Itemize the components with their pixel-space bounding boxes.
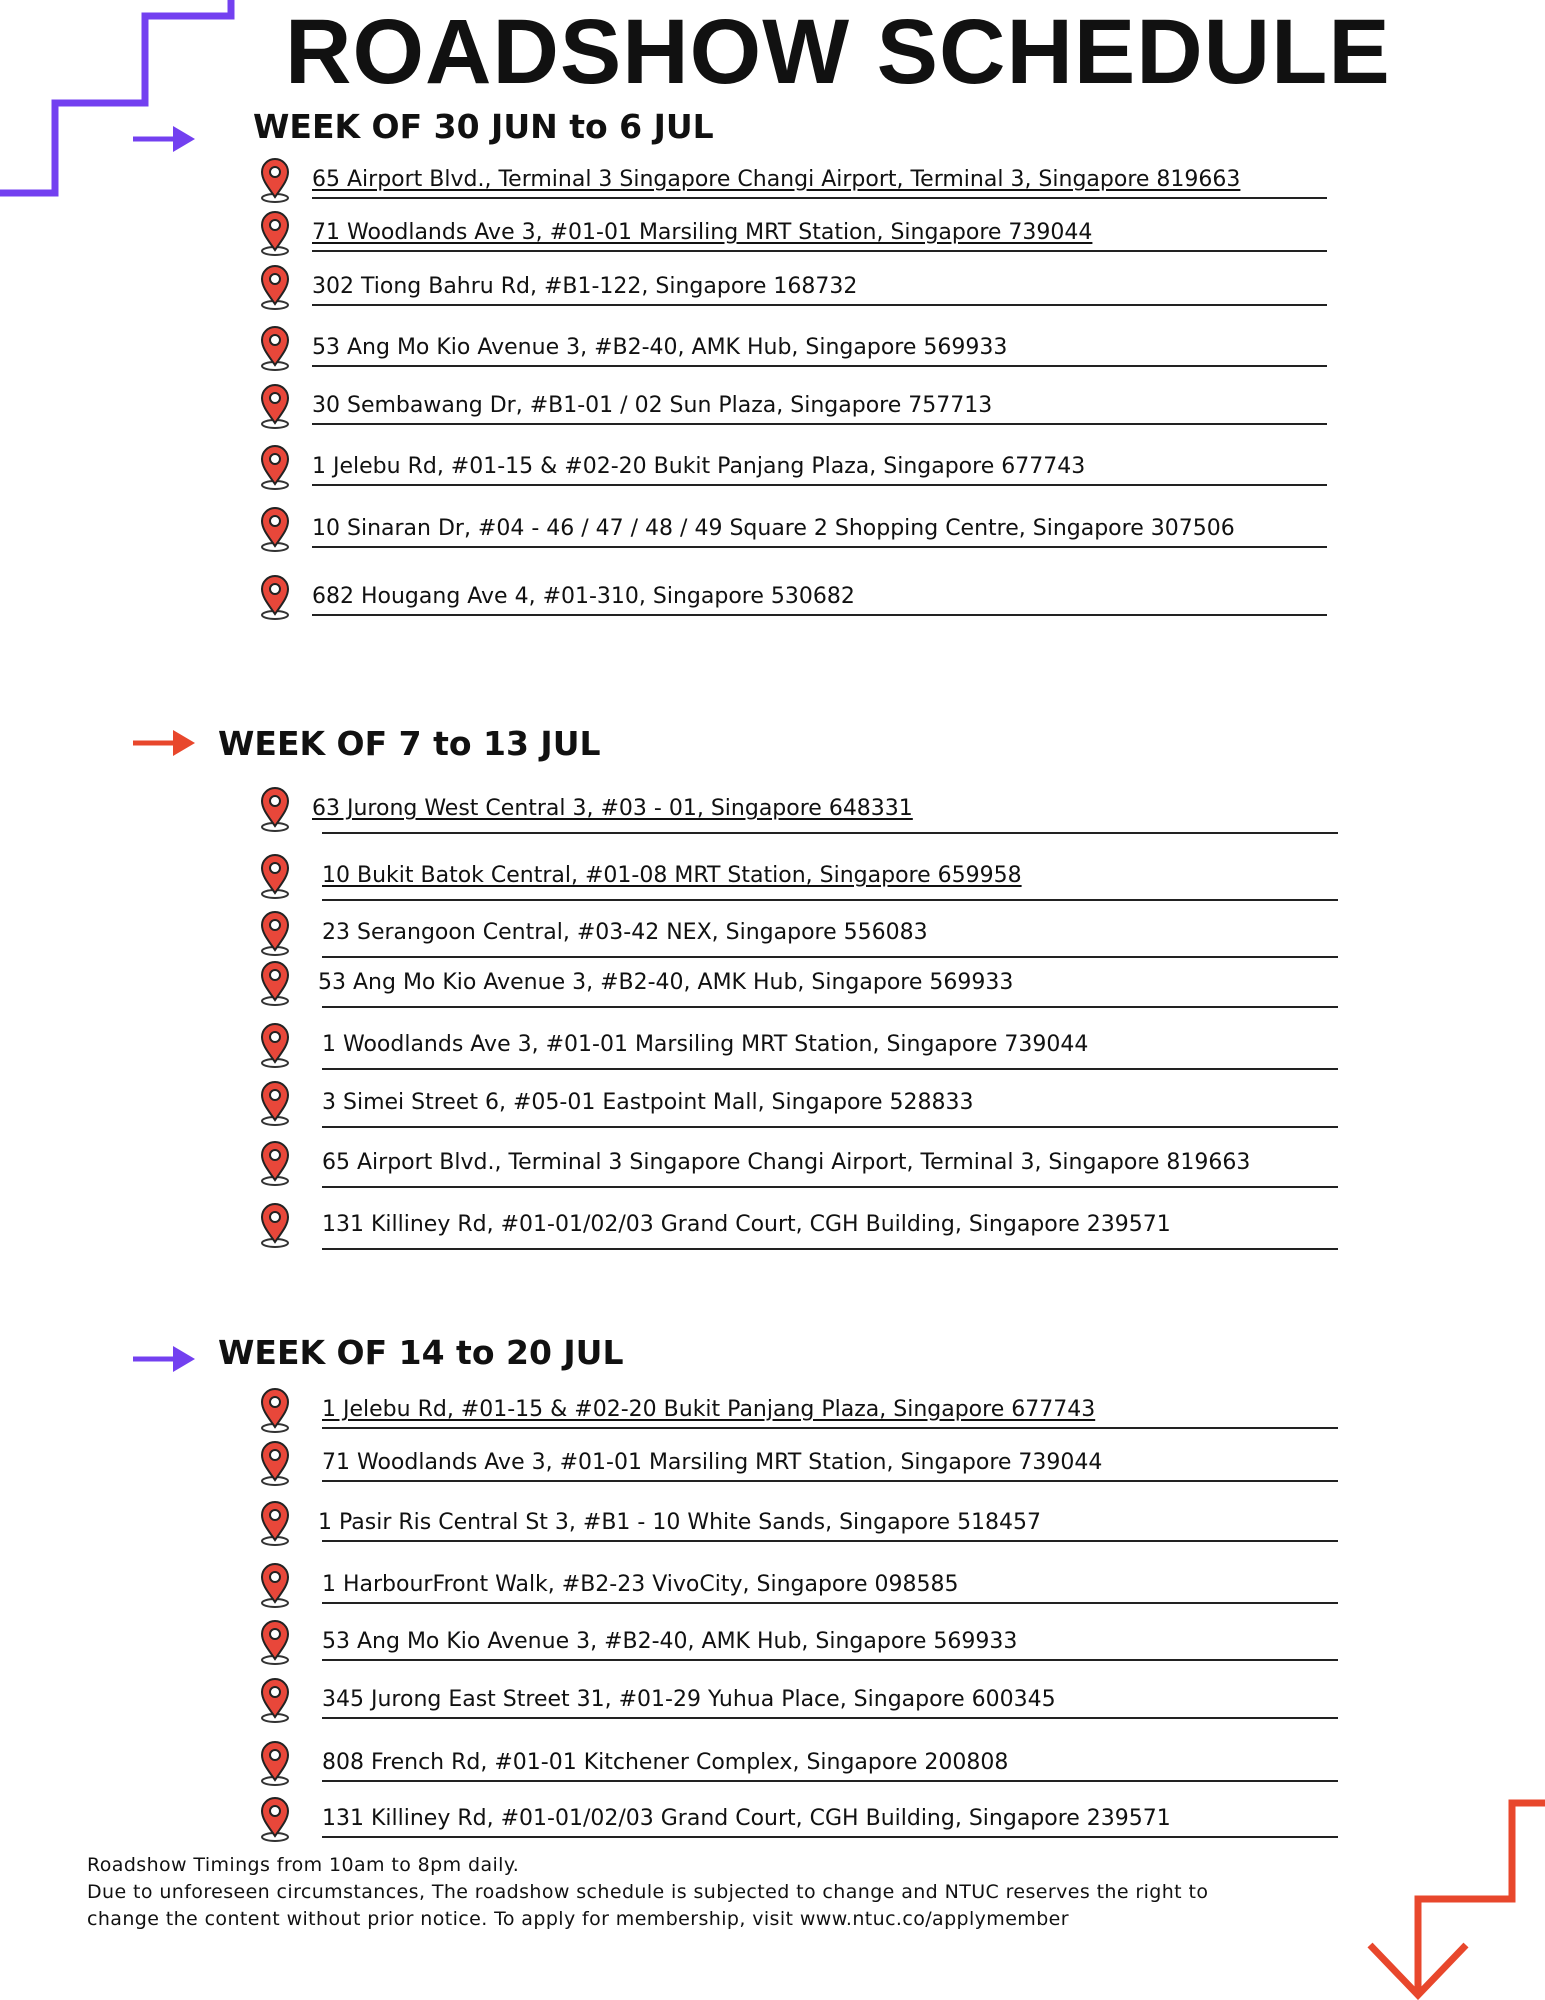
map-pin-icon [258, 910, 292, 956]
map-pin-icon [258, 383, 292, 429]
row-divider [312, 250, 1327, 252]
location-row [258, 1440, 1338, 1492]
map-pin-icon [258, 1387, 292, 1433]
location-address: 1 HarbourFront Walk, #B2-23 VivoCity, Singapore 098585 [322, 1572, 959, 1597]
location-row [258, 1677, 1338, 1729]
map-pin-icon [258, 1500, 292, 1546]
location-row [258, 1562, 1338, 1614]
row-divider [312, 423, 1327, 425]
footer-timings: Roadshow Timings from 10am to 8pm daily. [87, 1854, 520, 1876]
location-address: 682 Hougang Ave 4, #01-310, Singapore 530682 [312, 584, 855, 609]
location-row [258, 786, 1338, 838]
location-row [258, 1202, 1338, 1254]
location-row [258, 1022, 1338, 1074]
location-row [258, 383, 1327, 435]
location-address: 10 Sinaran Dr, #04 - 46 / 47 / 48 / 49 Square 2 Shopping Centre, Singapore 307506 [312, 516, 1235, 541]
location-row [258, 1740, 1338, 1792]
location-row [258, 1140, 1338, 1192]
row-divider [322, 1659, 1338, 1661]
map-pin-icon [258, 264, 292, 310]
map-pin-icon [258, 786, 292, 832]
location-row [258, 910, 1338, 962]
location-address: 302 Tiong Bahru Rd, #B1-122, Singapore 168732 [312, 274, 858, 299]
location-row [258, 1619, 1338, 1671]
map-pin-icon [258, 157, 292, 203]
row-divider [322, 1006, 1338, 1008]
row-divider [322, 1068, 1338, 1070]
map-pin-icon [258, 853, 292, 899]
location-address: 1 Pasir Ris Central St 3, #B1 - 10 White Sands, Singapore 518457 [318, 1510, 1042, 1535]
location-row [258, 325, 1327, 377]
row-divider [322, 1126, 1338, 1128]
location-address: 3 Simei Street 6, #05-01 Eastpoint Mall, Singapore 528833 [322, 1090, 974, 1115]
row-divider [322, 899, 1338, 901]
footer-membership: change the content without prior notice. To apply for membership, visit www.ntuc.co/applymember [87, 1908, 1069, 1930]
location-row [258, 574, 1327, 626]
map-pin-icon [258, 1619, 292, 1665]
location-row [258, 1387, 1338, 1439]
location-address: 65 Airport Blvd., Terminal 3 Singapore Changi Airport, Terminal 3, Singapore 819663 [322, 1150, 1251, 1175]
arrow-right-icon [133, 124, 195, 154]
map-pin-icon [258, 1740, 292, 1786]
week-heading: WEEK OF 30 JUN to 6 JUL [253, 107, 714, 146]
week-heading: WEEK OF 14 to 20 JUL [218, 1333, 624, 1372]
map-pin-icon [258, 1202, 292, 1248]
location-row [258, 264, 1327, 316]
location-row [258, 210, 1327, 262]
map-pin-icon [258, 1796, 292, 1842]
location-address: 71 Woodlands Ave 3, #01-01 Marsiling MRT Station, Singapore 739044 [322, 1450, 1103, 1475]
location-row [258, 444, 1327, 496]
row-divider [322, 1602, 1338, 1604]
map-pin-icon [258, 325, 292, 371]
map-pin-icon [258, 444, 292, 490]
location-address: 1 Jelebu Rd, #01-15 & #02-20 Bukit Panjang Plaza, Singapore 677743 [312, 454, 1086, 479]
row-divider [312, 546, 1327, 548]
location-address[interactable]: 10 Bukit Batok Central, #01-08 MRT Station, Singapore 659958 [322, 863, 1022, 888]
location-row [258, 960, 1338, 1012]
location-address[interactable]: 71 Woodlands Ave 3, #01-01 Marsiling MRT Station, Singapore 739044 [312, 220, 1093, 245]
footer-disclaimer: Due to unforeseen circumstances, The roadshow schedule is subjected to change and NTUC reserves the right to [87, 1881, 1209, 1903]
map-pin-icon [258, 960, 292, 1006]
map-pin-icon [258, 1440, 292, 1486]
location-address: 808 French Rd, #01-01 Kitchener Complex, Singapore 200808 [322, 1750, 1009, 1775]
location-row [258, 1796, 1338, 1848]
row-divider [312, 365, 1327, 367]
arrow-right-icon [133, 728, 195, 758]
footer-notes [87, 1852, 1387, 1933]
location-address: 23 Serangoon Central, #03-42 NEX, Singapore 556083 [322, 920, 928, 945]
row-divider [312, 304, 1327, 306]
map-pin-icon [258, 210, 292, 256]
map-pin-icon [258, 1080, 292, 1126]
map-pin-icon [258, 1562, 292, 1608]
location-row [258, 1500, 1338, 1552]
row-divider [322, 1186, 1338, 1188]
location-address: 53 Ang Mo Kio Avenue 3, #B2-40, AMK Hub, Singapore 569933 [318, 970, 1014, 995]
location-address: 345 Jurong East Street 31, #01-29 Yuhua Place, Singapore 600345 [322, 1687, 1056, 1712]
row-divider [312, 484, 1327, 486]
row-divider [322, 832, 1338, 834]
arrow-right-icon [133, 1344, 195, 1374]
row-divider [312, 614, 1327, 616]
map-pin-icon [258, 1022, 292, 1068]
row-divider [322, 956, 1338, 958]
location-address[interactable]: 65 Airport Blvd., Terminal 3 Singapore Changi Airport, Terminal 3, Singapore 819663 [312, 167, 1241, 192]
location-address: 131 Killiney Rd, #01-01/02/03 Grand Court, CGH Building, Singapore 239571 [322, 1212, 1171, 1237]
row-divider [322, 1480, 1338, 1482]
map-pin-icon [258, 574, 292, 620]
location-address: 53 Ang Mo Kio Avenue 3, #B2-40, AMK Hub, Singapore 569933 [312, 335, 1008, 360]
corner-arrow-down-icon [1360, 1795, 1545, 2000]
location-address[interactable]: 63 Jurong West Central 3, #03 - 01, Singapore 648331 [312, 796, 913, 821]
row-divider [312, 197, 1327, 199]
row-divider [322, 1717, 1338, 1719]
row-divider [322, 1248, 1338, 1250]
page-title: ROADSHOW SCHEDULE [285, 1, 1391, 103]
location-row [258, 1080, 1338, 1132]
location-address: 30 Sembawang Dr, #B1-01 / 02 Sun Plaza, Singapore 757713 [312, 393, 993, 418]
location-address: 1 Woodlands Ave 3, #01-01 Marsiling MRT Station, Singapore 739044 [322, 1032, 1089, 1057]
map-pin-icon [258, 1677, 292, 1723]
row-divider [322, 1780, 1338, 1782]
location-address[interactable]: 1 Jelebu Rd, #01-15 & #02-20 Bukit Panjang Plaza, Singapore 677743 [322, 1397, 1096, 1422]
location-row [258, 157, 1327, 209]
corner-stair-decoration-top-left [0, 0, 240, 205]
row-divider [322, 1836, 1338, 1838]
week-heading: WEEK OF 7 to 13 JUL [218, 724, 601, 763]
row-divider [322, 1427, 1338, 1429]
location-row [258, 506, 1327, 558]
map-pin-icon [258, 1140, 292, 1186]
location-row [258, 853, 1338, 905]
row-divider [322, 1540, 1338, 1542]
location-address: 131 Killiney Rd, #01-01/02/03 Grand Court, CGH Building, Singapore 239571 [322, 1806, 1171, 1831]
location-address: 53 Ang Mo Kio Avenue 3, #B2-40, AMK Hub, Singapore 569933 [322, 1629, 1018, 1654]
map-pin-icon [258, 506, 292, 552]
